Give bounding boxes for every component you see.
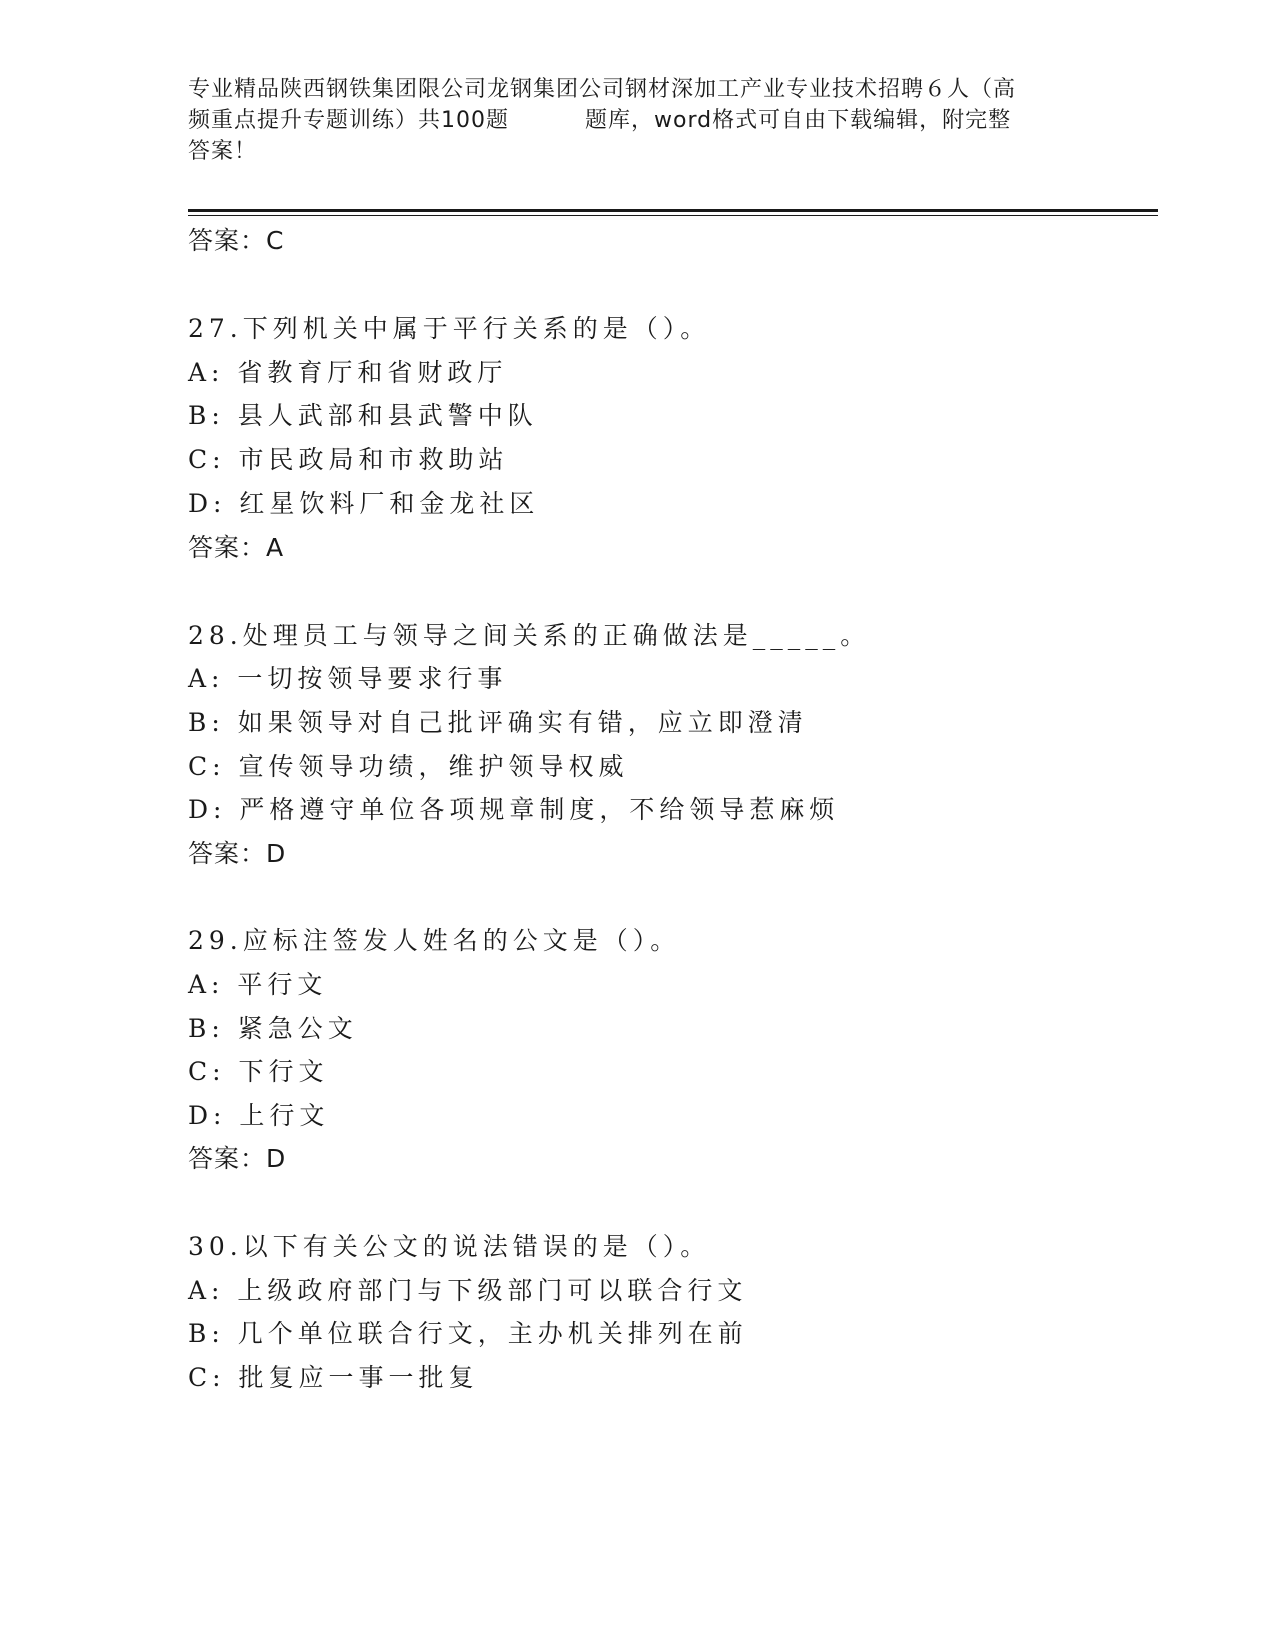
- question-27-answer: 答案：A: [188, 533, 285, 562]
- question-29-option-b: B: 紧急公文: [188, 1014, 358, 1043]
- question-28-option-c: C: 宣传领导功绩，维护领导权威: [188, 752, 629, 781]
- header-line-2-part-1: 频重点提升专题训练）共100题: [188, 108, 509, 133]
- question-27-option-a: A: 省教育厅和省财政厅: [188, 358, 508, 387]
- question-28-stem: 28.处理员工与领导之间关系的正确做法是_____。: [188, 621, 871, 650]
- question-27-option-d: D: 红星饮料厂和金龙社区: [188, 489, 540, 518]
- previous-answer: 答案：C: [188, 226, 285, 255]
- question-29-answer: 答案：D: [188, 1144, 287, 1173]
- question-29-option-c: C: 下行文: [188, 1057, 329, 1086]
- question-28-answer: 答案：D: [188, 839, 287, 868]
- question-30-option-c: C: 批复应一事一批复: [188, 1363, 479, 1392]
- question-28-option-d: D: 严格遵守单位各项规章制度，不给领导惹麻烦: [188, 795, 840, 824]
- header-line-2-part-2: 题库，word格式可自由下载编辑，附完整: [585, 108, 1012, 133]
- question-27-stem: 27.下列机关中属于平行关系的是（）。: [188, 314, 711, 343]
- header-line-1: 专业精品陕西钢铁集团限公司龙钢集团公司钢材深加工产业专业技术招聘６人（高: [188, 77, 1017, 102]
- header-divider-thin: [188, 215, 1158, 216]
- question-29-option-a: A: 平行文: [188, 970, 328, 999]
- question-27-option-b: B: 县人武部和县武警中队: [188, 401, 538, 430]
- question-30-stem: 30.以下有关公文的说法错误的是（）。: [188, 1232, 711, 1261]
- question-29-option-d: D: 上行文: [188, 1101, 330, 1130]
- header-line-2: [188, 105, 1088, 136]
- header-line-3: 答案！: [188, 139, 258, 164]
- question-30-option-a: A: 上级政府部门与下级部门可以联合行文: [188, 1276, 748, 1305]
- question-29-stem: 29.应标注签发人姓名的公文是（）。: [188, 926, 681, 955]
- header-divider-thick: [188, 209, 1158, 212]
- question-28-option-b: B: 如果领导对自己批评确实有错，应立即澄清: [188, 708, 808, 737]
- question-30-option-b: B: 几个单位联合行文，主办机关排列在前: [188, 1319, 748, 1348]
- question-27-option-c: C: 市民政局和市救助站: [188, 445, 509, 474]
- question-28-option-a: A: 一切按领导要求行事: [188, 664, 508, 693]
- document-header: [188, 74, 1088, 167]
